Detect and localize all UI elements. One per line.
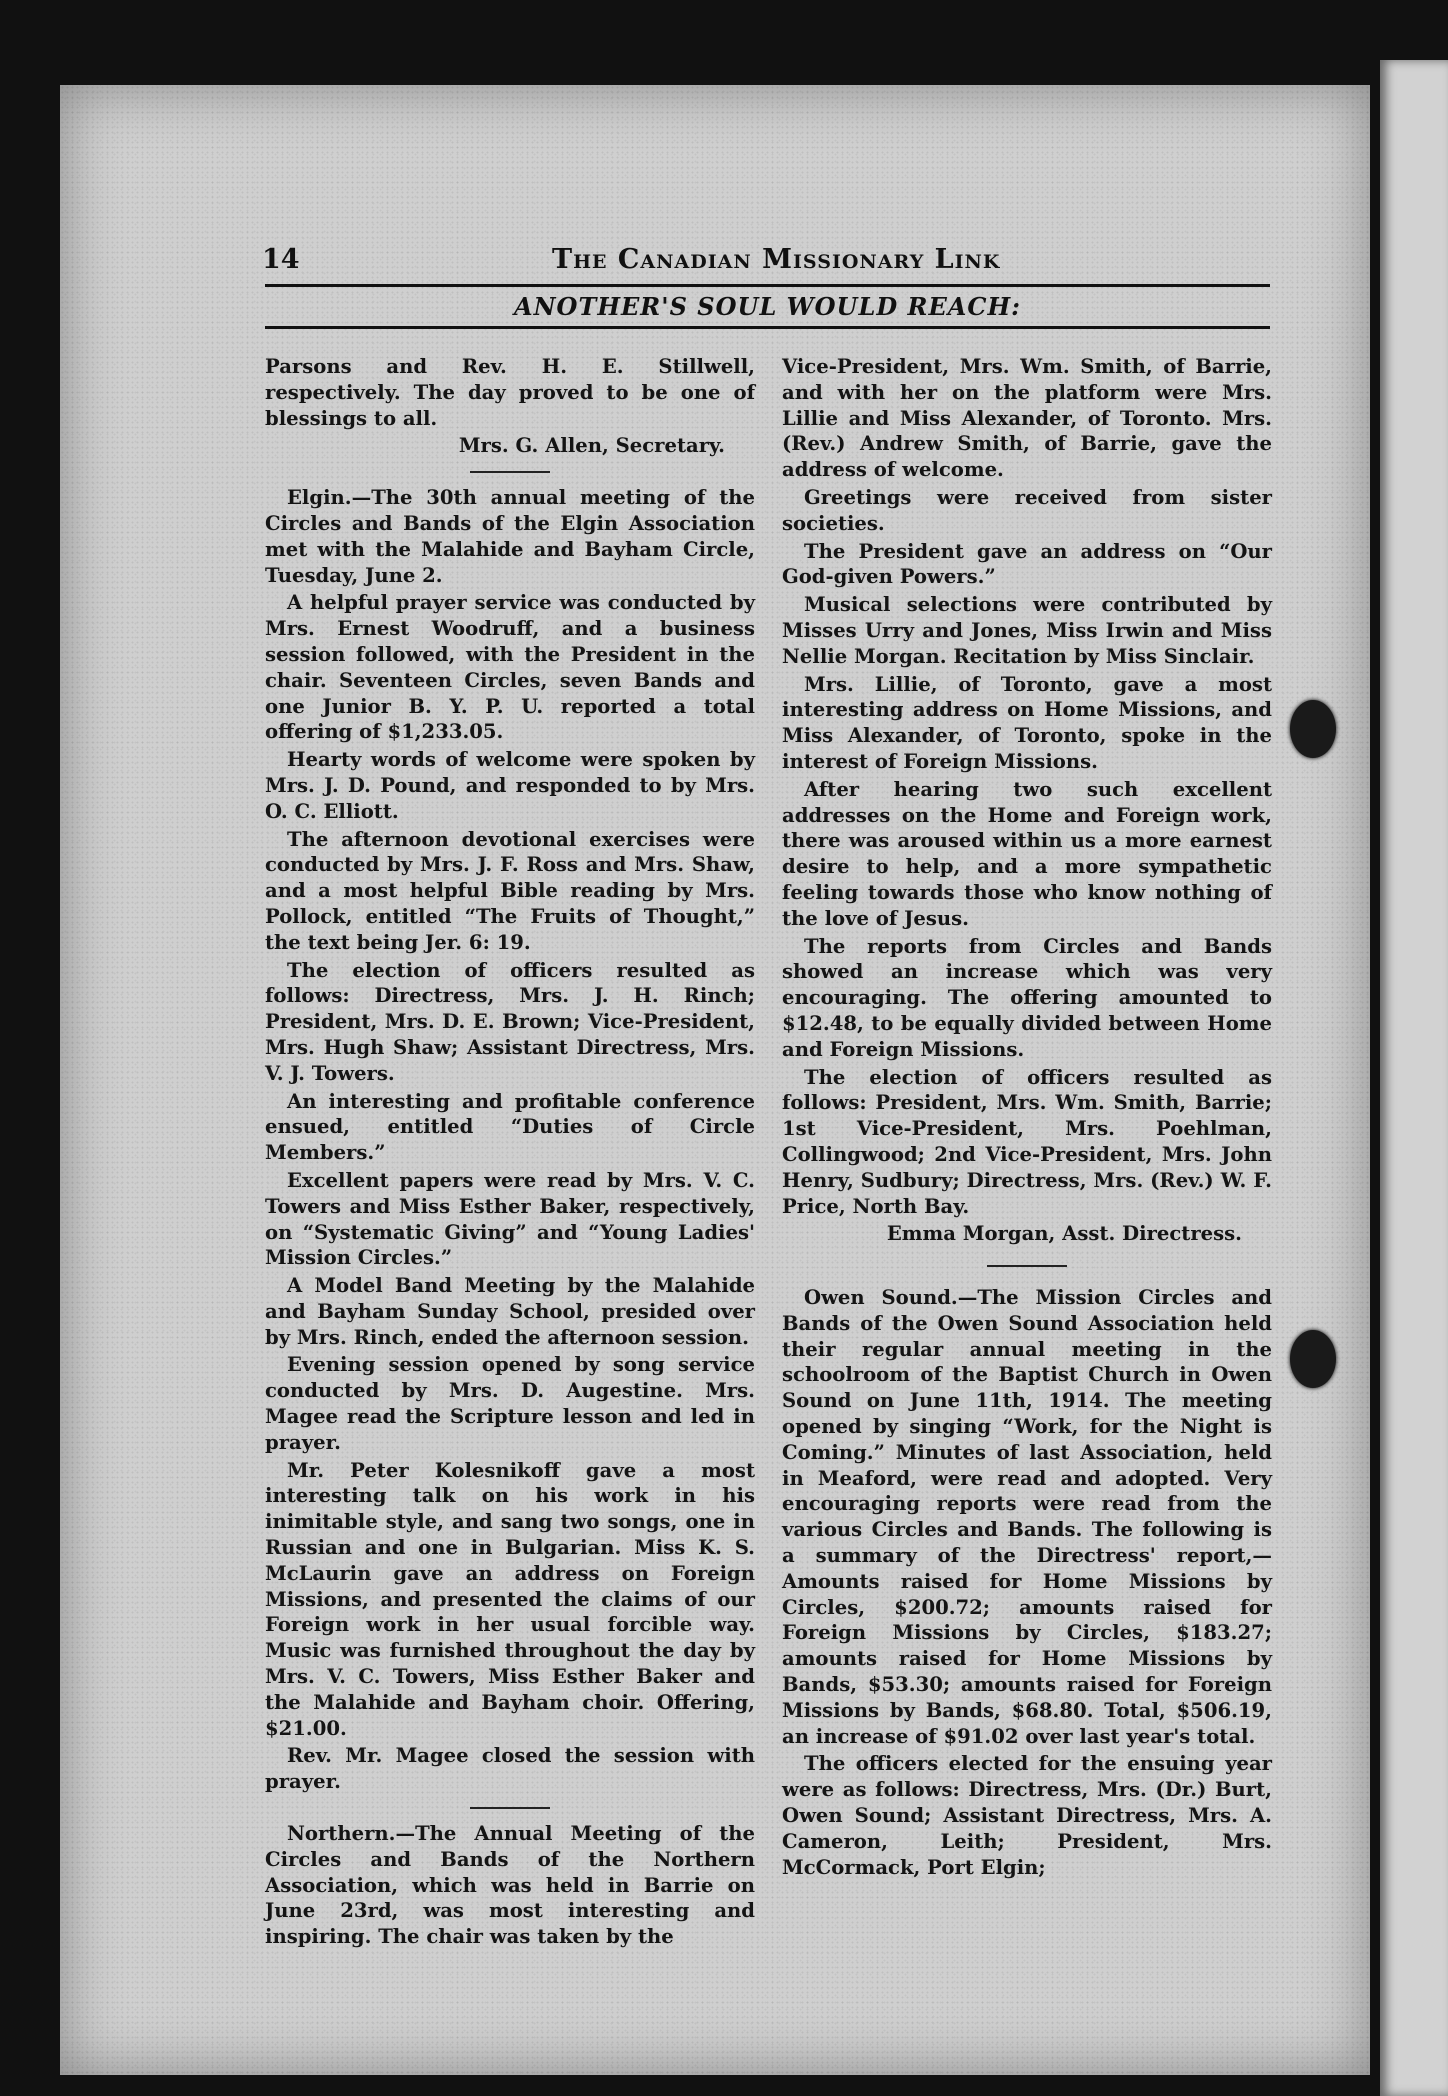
- paragraph-text: —The Annual Meeting of the Circles and Bands of the Northern Association, which was held in Barrie on June 23rd, was most interesting and inspiring. The chair was taken by the: [265, 1822, 755, 1949]
- paragraph: A Model Band Meeting by the Malahide and Bayham Sunday School, presided over by Mrs. Rinch, ended the afternoon session.: [265, 1274, 755, 1349]
- paragraph-text: —The Mission Circles and Bands of the Owen Sound Association held their regular annual meeting in the schoolroom of the Baptist Church in Owen Sound on June 11th, 1914. The meeting opened by singing “Work, for the Night is Coming.” Minutes of last Association, held in Meaford, were read and adopted. Very encouraging reports were read from the various Circles and Bands. The following is a summary of the Directress' report,—Amounts raised for Home Missions by Circles, $200.72; amounts raised for Foreign Missions by Circles, $183.27; amounts raised for Home Missions by Bands, $53.30; amounts raised for Foreign Missions by Bands, $68.80. Total, $506.19, an increase of $91.02 over last year's total.: [782, 1286, 1272, 1748]
- section-lead-elgin: Elgin.: [287, 486, 352, 510]
- next-page-edge: [1380, 60, 1448, 2096]
- paragraph: Mr. Peter Kolesnikoff gave a most interesting talk on his work in his inimitable style, and sang two songs, one in Russian and one in Bulgarian. Miss K. S. McLaurin gave an address on Foreign Missions, and presented the claims of our Foreign work in her usual forcible way. Music was furnished throughout the day by Mrs. V. C. Towers, Miss Esther Baker and the Malahide and Bayham choir. Offering, $21.00.: [265, 1458, 755, 1740]
- paragraph: Greetings were received from sister societies.: [782, 485, 1272, 535]
- binding-hole-upper: [1290, 700, 1336, 758]
- paragraph: A helpful prayer service was conducted by Mrs. Ernest Woodruff, and a business session followed, with the President in the chair. Seventeen Circles, seven Bands and one Junior B. Y. P. U. reported a total offering of $1,233.05.: [265, 591, 755, 744]
- binding-hole-lower: [1290, 1330, 1336, 1388]
- paragraph: The election of officers resulted as follows: President, Mrs. Wm. Smith, Barrie; 1st Vice-President, Mrs. Poehlman, Collingwood; 2nd Vice-President, Mrs. John Henry, Sudbury; Directress, Mrs. (Rev.) W. F. Price, North Bay.: [782, 1065, 1272, 1218]
- paragraph: The afternoon devotional exercises were conducted by Mrs. J. F. Ross and Mrs. Shaw, and a most helpful Bible reading by Mrs. Pollock, entitled “The Fruits of Thought,” the text being Jer. 6: 19.: [265, 827, 755, 954]
- page-header: [262, 240, 1267, 284]
- paragraph: The election of officers resulted as follows: Directress, Mrs. J. H. Rinch; President, Mrs. D. E. Brown; Vice-President, Mrs. Hugh Shaw; Assistant Directress, Mrs. V. J. Towers.: [265, 958, 755, 1085]
- paragraph: [782, 1285, 1272, 1749]
- paragraph: Excellent papers were read by Mrs. V. C. Towers and Miss Esther Baker, respectively, on “Systematic Giving” and “Young Ladies' Mission Circles.”: [265, 1168, 755, 1270]
- header-rule-top: [265, 284, 1270, 287]
- paragraph: Vice-President, Mrs. Wm. Smith, of Barrie, and with her on the platform were Mrs. Lillie and Miss Alexander, of Toronto. Mrs. (Rev.) Andrew Smith, of Barrie, gave the address of welcome.: [782, 355, 1272, 482]
- paragraph: [265, 485, 755, 588]
- paragraph: Mrs. Lillie, of Toronto, gave a most interesting address on Home Missions, and Miss Alexander, of Toronto, spoke in the interest of Foreign Missions.: [782, 672, 1272, 773]
- right-column: [782, 354, 1272, 1882]
- left-column: [265, 354, 755, 1952]
- paragraph: After hearing two such excellent addresses on the Home and Foreign work, there was aroused within us a more earnest desire to help, and a more sympathetic feeling towards those who know nothing of the love of Jesus.: [782, 777, 1272, 930]
- section-lead-owen-sound: Owen Sound.: [804, 1286, 958, 1310]
- paragraph: Evening session opened by song service conducted by Mrs. D. Augestine. Mrs. Magee read the Scripture lesson and led in prayer.: [265, 1353, 755, 1454]
- paragraph: Musical selections were contributed by Misses Urry and Jones, Miss Irwin and Miss Nellie Morgan. Recitation by Miss Sinclair.: [782, 593, 1272, 668]
- running-title: The Canadian Missionary Link: [552, 244, 1001, 275]
- signature: Emma Morgan, Asst. Directress.: [886, 1222, 1242, 1246]
- paragraph: The reports from Circles and Bands showed an increase which was very encouraging. The offering amounted to $12.48, to be equally divided between Home and Foreign Missions.: [782, 934, 1272, 1061]
- header-rule-bottom: [265, 326, 1270, 329]
- paragraph: [265, 1821, 755, 1950]
- section-divider: [470, 1807, 550, 1809]
- paragraph: Hearty words of welcome were spoken by Mrs. J. D. Pound, and responded to by Mrs. O. C. Elliott.: [265, 748, 755, 823]
- paragraph: An interesting and profitable conference ensued, entitled “Duties of Circle Members.”: [265, 1089, 755, 1165]
- paragraph: The President gave an address on “Our God-given Powers.”: [782, 539, 1272, 589]
- signature: Mrs. G. Allen, Secretary.: [458, 434, 725, 458]
- page-number: 14: [262, 244, 300, 275]
- paragraph-text: —The 30th annual meeting of the Circles and Bands of the Elgin Association met with the Malahide and Bayham Circle, Tuesday, June 2.: [265, 486, 755, 587]
- paragraph: The officers elected for the ensuing year were as follows: Directress, Mrs. (Dr.) Burt, Owen Sound; Assistant Directress, Mrs. A. Cameron, Leith; President, Mrs. McCormack, Port Elgin;: [782, 1752, 1272, 1879]
- section-subtitle: ANOTHER'S SOUL WOULD REACH:: [514, 292, 1021, 321]
- section-lead-northern: Northern.: [287, 1822, 396, 1846]
- paragraph: Parsons and Rev. H. E. Stillwell, respectively. The day proved to be one of blessings to all.: [265, 355, 755, 430]
- section-divider: [987, 1265, 1067, 1267]
- section-divider: [470, 471, 550, 473]
- paragraph: Rev. Mr. Magee closed the session with prayer.: [265, 1744, 755, 1794]
